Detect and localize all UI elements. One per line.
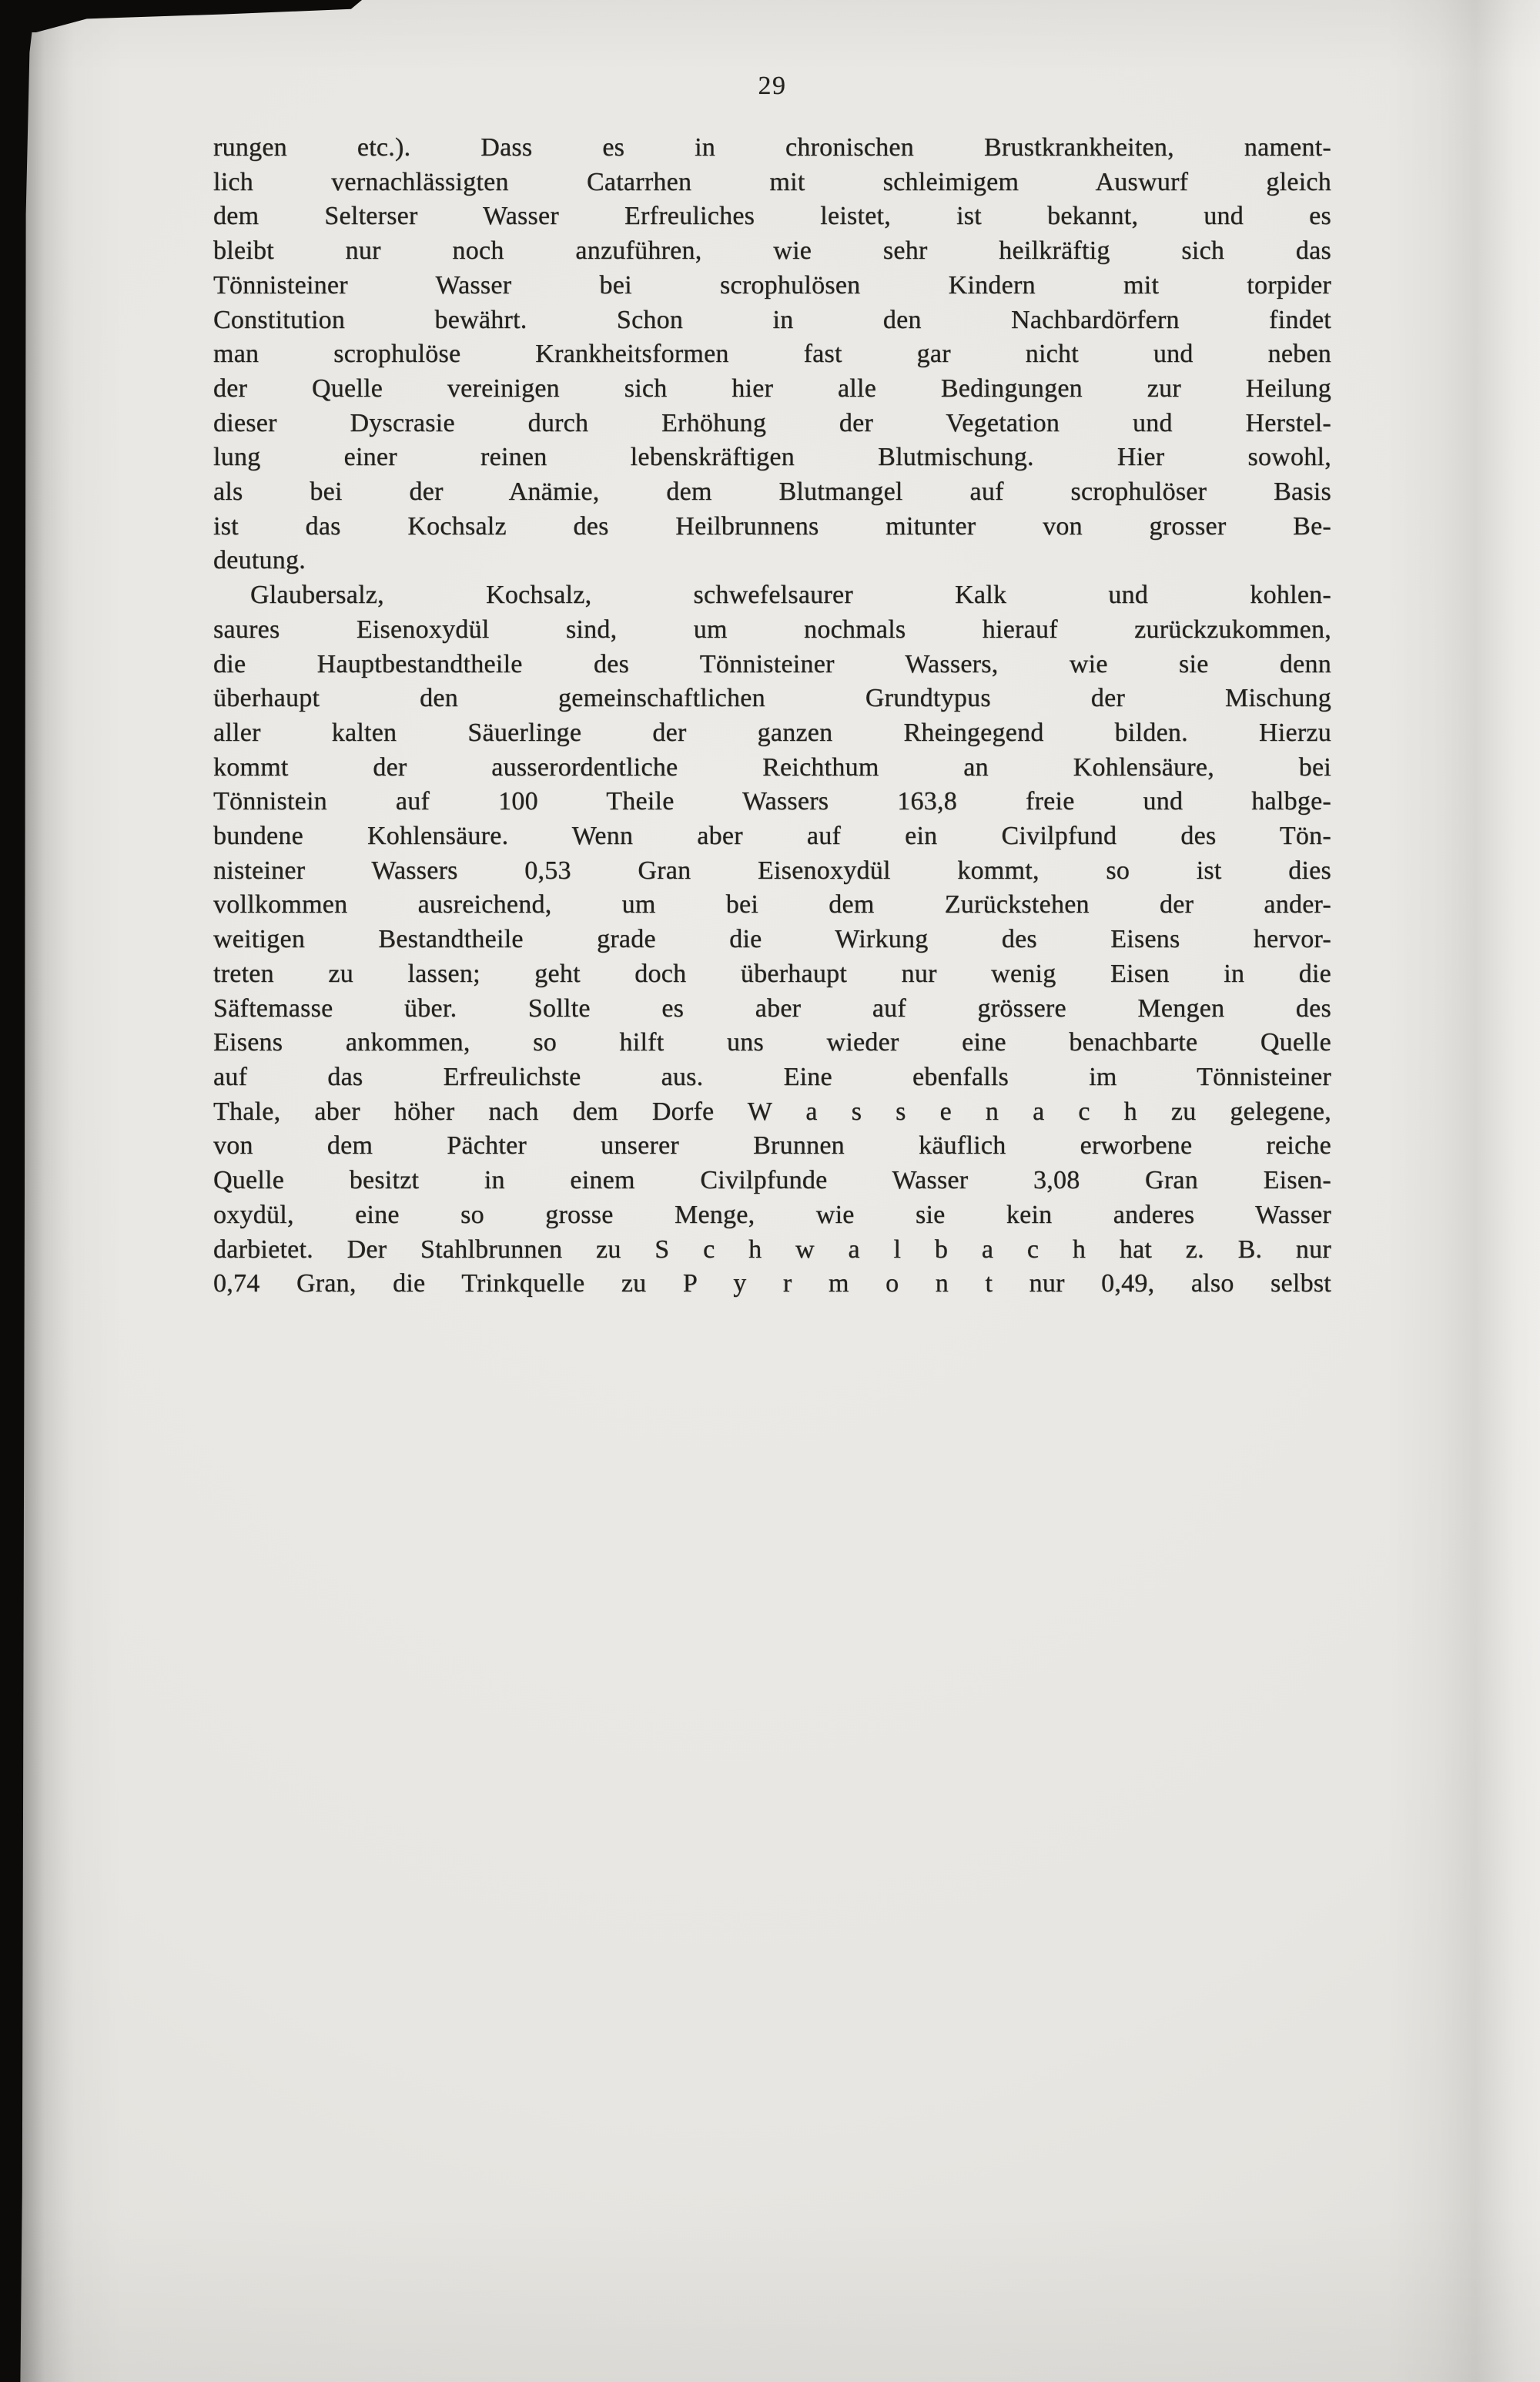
body-text: [213, 131, 1331, 1302]
text-line: aller kalten Säuerlinge der ganzen Rheingegend bilden. Hierzu: [213, 718, 1331, 747]
text-line: Säftemasse über. Sollte es aber auf grössere Mengen des: [213, 993, 1331, 1023]
text-line: lich vernachlässigten Catarrhen mit schleimigem Auswurf gleich: [213, 167, 1331, 196]
text-line: 0,74 Gran, die Trinkquelle zu P y r m o n t nur 0,49, also selbst: [213, 1269, 1331, 1298]
text-line: als bei der Anämie, dem Blutmangel auf scrophulöser Basis: [213, 477, 1331, 507]
text-line: bleibt nur noch anzuführen, wie sehr heilkräftig sich das: [213, 236, 1331, 266]
scan-shadow-left: [20, 0, 74, 2382]
text-line: treten zu lassen; geht doch überhaupt nur wenig Eisen in die: [213, 959, 1331, 988]
text-line: weitigen Bestandtheile grade die Wirkung des Eisens hervor-: [213, 925, 1331, 954]
text-line: nisteiner Wassers 0,53 Gran Eisenoxydül kommt, so ist dies: [213, 856, 1331, 885]
paragraph-2: [213, 578, 1331, 1302]
text-line: der Quelle vereinigen sich hier alle Bedingungen zur Heilung: [213, 374, 1331, 403]
text-line: Glaubersalz, Kochsalz, schwefelsaurer Kalk und kohlen-: [250, 581, 1331, 610]
text-line: Quelle besitzt in einem Civilpfunde Wasser 3,08 Gran Eisen-: [213, 1166, 1331, 1195]
text-line: dieser Dyscrasie durch Erhöhung der Vegetation und Herstel-: [213, 408, 1331, 437]
text-line: saures Eisenoxydül sind, um nochmals hierauf zurückzukommen,: [213, 615, 1331, 644]
page-content: [213, 0, 1331, 1302]
text-line: vollkommen ausreichend, um bei dem Zurückstehen der ander-: [213, 890, 1331, 920]
text-line: überhaupt den gemeinschaftlichen Grundtypus der Mischung: [213, 684, 1331, 713]
text-line: man scrophulöse Krankheitsformen fast gar nicht und neben: [213, 340, 1331, 369]
text-line: rungen etc.). Dass es in chronischen Brustkrankheiten, nament-: [213, 133, 1331, 162]
text-line: kommt der ausserordentliche Reichthum an Kohlensäure, bei: [213, 752, 1331, 782]
text-line: Tönnistein auf 100 Theile Wassers 163,8 freie und halbge-: [213, 787, 1331, 816]
text-line: Tönnisteiner Wasser bei scrophulösen Kindern mit torpider: [213, 270, 1331, 300]
text-line: deutung.: [213, 546, 306, 575]
text-line: die Hauptbestandtheile des Tönnisteiner Wassers, wie sie denn: [213, 649, 1331, 678]
text-line: auf das Erfreulichste aus. Eine ebenfalls im Tönnisteiner: [213, 1062, 1331, 1091]
text-line: bundene Kohlensäure. Wenn aber auf ein Civilpfund des Tön-: [213, 822, 1331, 851]
text-line: ist das Kochsalz des Heilbrunnens mitunter von grosser Be-: [213, 511, 1331, 541]
text-line: oxydül, eine so grosse Menge, wie sie kein anderes Wasser: [213, 1200, 1331, 1229]
text-line: von dem Pächter unserer Brunnen käuflich erworbene reiche: [213, 1131, 1331, 1161]
text-line: Eisens ankommen, so hilft uns wieder eine benachbarte Quelle: [213, 1028, 1331, 1057]
page-number: 29: [758, 72, 787, 100]
paragraph-1: [213, 131, 1331, 578]
text-line: lung einer reinen lebenskräftigen Blutmischung. Hier sowohl,: [213, 443, 1331, 472]
text-line: Constitution bewährt. Schon in den Nachbardörfern findet: [213, 305, 1331, 334]
text-line: Thale, aber höher nach dem Dorfe W a s s e n a c h zu gelegene,: [213, 1097, 1331, 1126]
text-line: darbietet. Der Stahlbrunnen zu S c h w a l b a c h hat z. B. nur: [213, 1235, 1331, 1264]
scan-shadow-bottom: [0, 2213, 1540, 2382]
text-line: dem Selterser Wasser Erfreuliches leistet, ist bekannt, und es: [213, 202, 1331, 231]
